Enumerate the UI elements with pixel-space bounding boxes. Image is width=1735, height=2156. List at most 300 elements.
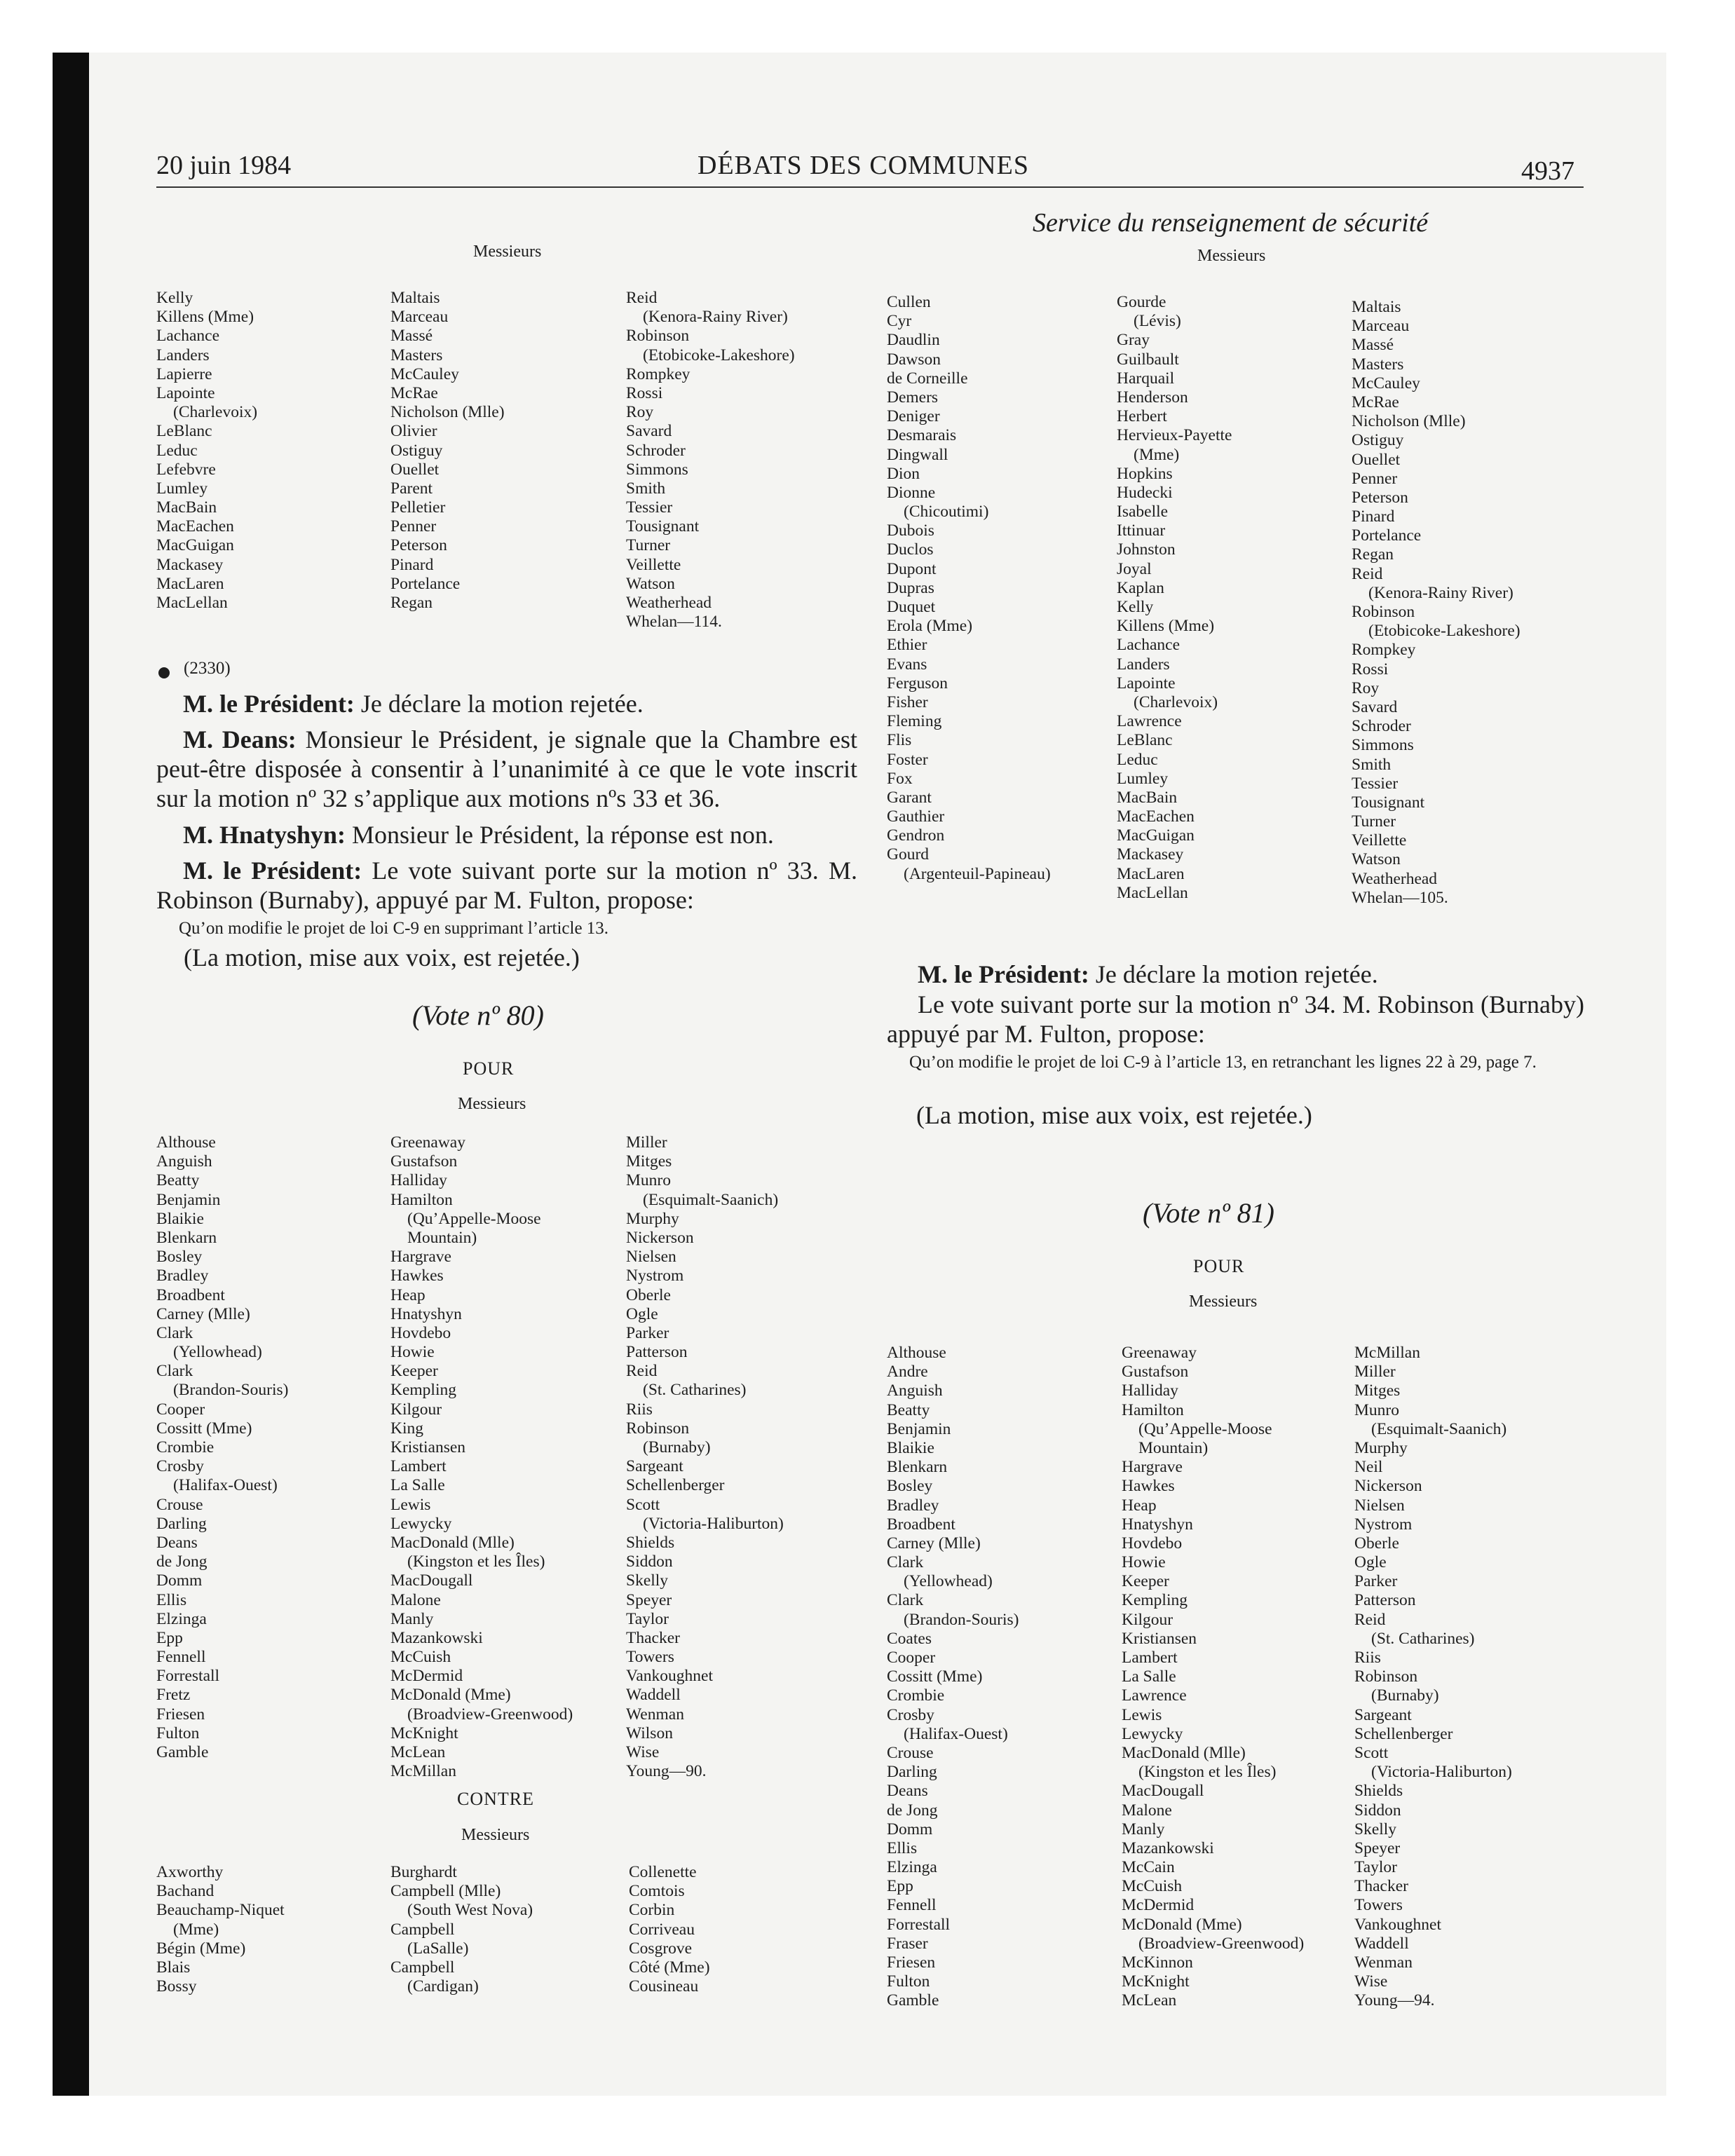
speaker-name: M. le Président:	[918, 960, 1089, 988]
member-name: Darling	[156, 1514, 207, 1533]
member-name: de Jong	[156, 1553, 207, 1571]
member-name: Deans	[156, 1533, 198, 1552]
left-top-names-col1	[156, 289, 257, 613]
member-name: McLean	[390, 1743, 446, 1761]
member-name: Towers	[626, 1648, 674, 1667]
member-name: Clark	[887, 1553, 924, 1572]
motion-text: Qu’on modifie le projet de loi C-9 en supprimant l’article 13.	[179, 919, 609, 938]
member-name: Blenkarn	[156, 1228, 217, 1247]
member-name: Corriveau	[629, 1920, 695, 1939]
speech-text: Je déclare la motion rejetée.	[1089, 960, 1378, 988]
member-name: de Corneille	[887, 369, 968, 388]
member-name: Friesen	[156, 1705, 205, 1724]
member-name: Keeper	[390, 1362, 438, 1381]
member-name: Mitges	[1354, 1381, 1401, 1400]
member-name: Killens (Mme)	[1117, 617, 1215, 636]
member-name: Taylor	[626, 1609, 669, 1628]
member-name: Turner	[1352, 812, 1396, 831]
member-name: Tessier	[626, 498, 673, 517]
member-name: Lapointe	[1117, 674, 1176, 692]
member-name: Deans	[887, 1782, 928, 1801]
riding-name: (Yellowhead)	[904, 1572, 993, 1591]
member-name: LeBlanc	[156, 422, 212, 441]
member-name: Cossitt (Mme)	[156, 1419, 252, 1438]
member-name: Ostiguy	[1352, 431, 1404, 450]
member-name: Hnatyshyn	[1122, 1515, 1193, 1534]
member-name: Neil	[1354, 1458, 1383, 1477]
member-name: Fleming	[887, 712, 942, 731]
member-name: Lawrence	[1117, 712, 1182, 731]
riding-name: (LaSalle)	[407, 1939, 469, 1958]
member-name: Waddell	[626, 1686, 681, 1705]
member-name: Garant	[887, 788, 932, 807]
member-name: Gustafson	[1122, 1363, 1189, 1381]
member-name: Roy	[1352, 678, 1380, 697]
member-name: Fox	[887, 769, 913, 788]
member-name: Beatty	[887, 1400, 930, 1419]
member-name: Maltais	[1352, 298, 1401, 316]
member-name: McCauley	[1352, 374, 1420, 393]
member-name: Clark	[887, 1591, 924, 1610]
member-name: Evans	[887, 655, 927, 674]
member-name: King	[390, 1419, 423, 1438]
member-name: Leduc	[156, 441, 198, 460]
member-name: Wilson	[626, 1724, 673, 1742]
member-name: Nickerson	[1354, 1477, 1422, 1496]
member-name: Tousignant	[1352, 793, 1425, 812]
member-name: MacEachen	[156, 517, 234, 536]
member-name: Savard	[626, 422, 672, 441]
member-name: Lumley	[1117, 769, 1169, 788]
member-name: Kilgour	[390, 1400, 442, 1419]
member-name: Nicholson (Mlle)	[390, 403, 505, 422]
member-name: Young—90.	[626, 1762, 707, 1781]
member-name: Penner	[1352, 469, 1398, 488]
timestamp: (2330)	[184, 659, 231, 678]
member-name: Portelance	[1352, 526, 1422, 545]
member-name: Kaplan	[1117, 578, 1164, 597]
member-name: Gourde	[1117, 293, 1166, 311]
member-name: Clark	[156, 1323, 193, 1342]
member-name: Ogle	[626, 1304, 658, 1323]
member-name: Ouellet	[1352, 450, 1401, 469]
member-name: McRae	[1352, 393, 1399, 411]
member-name: Dupras	[887, 578, 934, 597]
member-name: Manly	[390, 1609, 434, 1628]
member-name: Whelan—114.	[626, 613, 722, 632]
member-name: Keeper	[1122, 1572, 1169, 1591]
section-title: Service du renseignement de sécurité	[1033, 208, 1429, 238]
member-name: McKinnon	[1122, 1953, 1193, 1972]
member-name: Broadbent	[887, 1515, 955, 1534]
member-name: Gauthier	[887, 807, 945, 826]
member-name: Wise	[1354, 1972, 1388, 1991]
member-name: Turner	[626, 536, 671, 555]
member-name: Cosgrove	[629, 1939, 693, 1958]
member-name: Weatherhead	[1352, 869, 1438, 888]
member-name: Maltais	[390, 289, 440, 307]
member-name: Benjamin	[156, 1190, 221, 1209]
member-name: Gourd	[887, 845, 930, 864]
member-name: MacBain	[1117, 788, 1178, 807]
member-name: Schroder	[626, 441, 686, 460]
member-name: Mazankowski	[1122, 1838, 1214, 1857]
member-name: Landers	[156, 346, 210, 364]
pour-label: POUR	[1193, 1256, 1245, 1276]
member-name: Scott	[626, 1495, 660, 1514]
member-name: Tousignant	[626, 517, 700, 536]
member-name: Anguish	[156, 1152, 212, 1171]
member-name: Dingwall	[887, 445, 948, 464]
member-name: Speyer	[1354, 1838, 1401, 1857]
member-name: Carney (Mlle)	[156, 1304, 250, 1323]
member-name: Crouse	[887, 1743, 934, 1762]
member-name: Epp	[156, 1628, 183, 1647]
member-name: Rossi	[1352, 660, 1389, 678]
member-name: MacDonald (Mlle)	[1122, 1743, 1246, 1762]
riding-name: (Esquimalt-Saanich)	[1371, 1419, 1507, 1438]
member-name: Corbin	[629, 1901, 675, 1920]
member-name: Dawson	[887, 350, 941, 369]
member-name: Howie	[1122, 1553, 1166, 1572]
member-name: Taylor	[1354, 1858, 1397, 1877]
member-name: MacDougall	[390, 1571, 473, 1590]
member-name: Crosby	[887, 1705, 934, 1724]
member-name: Sargeant	[1354, 1705, 1412, 1724]
member-name: Duquet	[887, 598, 936, 616]
member-name: Darling	[887, 1763, 937, 1782]
member-name: Rompkey	[626, 364, 690, 383]
vote80-contre-col2	[390, 1863, 533, 1996]
member-name: Kristiansen	[390, 1438, 466, 1456]
contre-label: CONTRE	[457, 1789, 534, 1809]
member-name: Elzinga	[887, 1858, 937, 1877]
member-name: Bradley	[887, 1496, 939, 1515]
member-name: Siddon	[626, 1553, 673, 1571]
member-name: Kempling	[390, 1381, 456, 1400]
member-name: Blaikie	[156, 1209, 204, 1228]
member-name: La Salle	[1122, 1667, 1176, 1686]
riding-name: (Charlevoix)	[1134, 692, 1218, 711]
member-name: LeBlanc	[1117, 731, 1173, 750]
contre-group-label: Messieurs	[461, 1826, 530, 1844]
member-name: Bégin (Mme)	[156, 1939, 246, 1958]
member-name: Althouse	[156, 1133, 216, 1152]
vote-heading: (Vote nº 80)	[412, 999, 544, 1031]
member-name: Dionne	[887, 483, 936, 502]
riding-name: (Victoria-Haliburton)	[1371, 1763, 1512, 1782]
left-top-names-col2	[390, 289, 505, 613]
member-name: Watson	[1352, 850, 1401, 869]
member-name: Mitges	[626, 1152, 672, 1171]
member-name: Weatherhead	[626, 594, 712, 612]
member-name: Malone	[1122, 1801, 1172, 1820]
vote80-contre-col1	[156, 1863, 285, 1996]
member-name: Sargeant	[626, 1457, 683, 1476]
member-name: Dion	[887, 464, 920, 483]
member-name: Crosby	[156, 1457, 204, 1476]
member-name: Gustafson	[390, 1152, 458, 1171]
member-name: Bossy	[156, 1977, 197, 1996]
right-top-group-label: Messieurs	[1197, 247, 1266, 265]
header-date: 20 juin 1984	[156, 151, 292, 180]
member-name: Parker	[626, 1323, 669, 1342]
member-name: Shields	[626, 1533, 675, 1552]
vote81-pour-col2	[1122, 1344, 1304, 2011]
member-name: McCuish	[1122, 1877, 1183, 1896]
member-name: Mackasey	[1117, 845, 1184, 864]
member-name: Penner	[390, 517, 437, 536]
riding-name: (Charlevoix)	[173, 403, 258, 422]
member-name: Hervieux-Payette	[1117, 426, 1232, 445]
member-name: Blais	[156, 1958, 191, 1977]
member-name: Tessier	[1352, 774, 1399, 793]
member-name: Parker	[1354, 1572, 1398, 1591]
speech-paragraph	[156, 856, 857, 915]
member-name: Campbell (Mlle)	[390, 1882, 501, 1901]
member-name: Dubois	[887, 521, 934, 540]
member-name: MacBain	[156, 498, 217, 517]
member-name: Lumley	[156, 479, 208, 498]
member-name: Campbell	[390, 1958, 455, 1977]
member-name: Bachand	[156, 1882, 215, 1901]
member-name: Smith	[626, 479, 666, 498]
member-name: Regan	[1352, 545, 1394, 564]
member-name: Ittinuar	[1117, 521, 1166, 540]
member-name: McMillan	[390, 1762, 456, 1781]
member-name: Cyr	[887, 312, 912, 331]
member-name: McCauley	[390, 364, 459, 383]
member-name: McCain	[1122, 1858, 1175, 1877]
member-name: Hovdebo	[1122, 1534, 1183, 1553]
speech-paragraph	[156, 820, 857, 850]
member-name: Nielsen	[1354, 1496, 1405, 1515]
member-name: Miller	[1354, 1363, 1396, 1381]
member-name: Bosley	[887, 1477, 933, 1496]
member-name: Munro	[626, 1171, 671, 1190]
member-name: Herbert	[1117, 407, 1167, 426]
member-name: Fulton	[887, 1972, 930, 1991]
member-name: Massé	[390, 327, 433, 346]
member-name: Crombie	[887, 1686, 945, 1705]
member-name: McKnight	[390, 1724, 458, 1742]
riding-name: (Argenteuil-Papineau)	[904, 864, 1051, 883]
member-name: Epp	[887, 1877, 913, 1896]
member-name: Fulton	[156, 1724, 200, 1742]
right-top-names-col3	[1352, 298, 1520, 908]
member-name: Elzinga	[156, 1609, 207, 1628]
member-name: Burghardt	[390, 1863, 457, 1881]
member-name: McDonald (Mme)	[1122, 1915, 1242, 1934]
member-name: de Jong	[887, 1801, 938, 1820]
member-name: Greenaway	[1122, 1344, 1197, 1362]
member-name: Reid	[626, 289, 658, 307]
member-name: Lewis	[1122, 1705, 1162, 1724]
member-name: Duclos	[887, 540, 934, 559]
member-name: Scott	[1354, 1743, 1389, 1762]
member-name: Cossitt (Mme)	[887, 1667, 983, 1686]
member-name: Nielsen	[626, 1248, 676, 1267]
member-name: Dupont	[887, 559, 937, 578]
member-name: Hargrave	[1122, 1458, 1183, 1477]
member-name: Kelly	[1117, 598, 1154, 616]
member-name: Ostiguy	[390, 441, 443, 460]
member-name: Oberle	[1354, 1534, 1399, 1553]
vote80-contre-col3	[629, 1863, 710, 1996]
member-name: McDonald (Mme)	[390, 1686, 511, 1705]
member-name: Gendron	[887, 826, 945, 845]
member-name: Murphy	[626, 1209, 679, 1228]
riding-name: (St. Catharines)	[643, 1381, 747, 1400]
member-name: Beatty	[156, 1171, 200, 1190]
member-name: Young—94.	[1354, 1991, 1435, 2010]
member-name: Lefebvre	[156, 460, 216, 479]
riding-name: (Mme)	[173, 1920, 219, 1939]
member-name: Joyal	[1117, 559, 1152, 578]
speech-text: Je déclare la motion rejetée.	[354, 690, 644, 718]
member-name: Robinson	[1352, 603, 1415, 621]
member-name: Shields	[1354, 1782, 1403, 1801]
member-name: Lapointe	[156, 383, 215, 402]
riding-name: (Kingston et les Îles)	[407, 1553, 545, 1571]
member-name: Lapierre	[156, 364, 212, 383]
member-name: Blaikie	[887, 1438, 934, 1457]
member-name: Ethier	[887, 636, 927, 655]
speaker-name: M. le Président:	[183, 690, 355, 718]
riding-name: (South West Nova)	[407, 1901, 533, 1920]
riding-name: (Etobicoke-Lakeshore)	[643, 346, 795, 364]
member-name: Rompkey	[1352, 641, 1416, 660]
member-name: McCuish	[390, 1648, 451, 1667]
riding-name: (Halifax-Ouest)	[173, 1476, 278, 1495]
member-name: Miller	[626, 1133, 667, 1152]
member-name: Halliday	[1122, 1381, 1178, 1400]
member-name: Lachance	[156, 327, 220, 346]
member-name: Hopkins	[1117, 464, 1173, 483]
member-name: Skelly	[1354, 1820, 1397, 1838]
member-name: Waddell	[1354, 1934, 1409, 1953]
member-name: Roy	[626, 403, 654, 422]
member-name: MacGuigan	[156, 536, 234, 555]
member-name: Desmarais	[887, 426, 957, 445]
member-name: Crombie	[156, 1438, 215, 1456]
member-name: Cousineau	[629, 1977, 699, 1996]
header-rule	[156, 186, 1584, 188]
member-name: Daudlin	[887, 331, 940, 350]
member-name: Reid	[1354, 1610, 1386, 1629]
member-name: Blenkarn	[887, 1458, 948, 1477]
member-name: Cullen	[887, 293, 931, 311]
speaker-name: M. Hnatyshyn:	[183, 821, 346, 849]
riding-name: (Brandon-Souris)	[904, 1610, 1019, 1629]
vote80-pour-col3	[626, 1133, 784, 1781]
member-name: Reid	[626, 1362, 658, 1381]
member-name: Nystrom	[1354, 1515, 1413, 1534]
member-name: Johnston	[1117, 540, 1176, 559]
member-name: Veillette	[626, 555, 681, 574]
member-name: Murphy	[1354, 1438, 1408, 1457]
member-name: Domm	[887, 1820, 933, 1838]
member-name: Heap	[1122, 1496, 1157, 1515]
member-name: Munro	[1354, 1400, 1399, 1419]
member-name: Erola (Mme)	[887, 617, 973, 636]
member-name: Lawrence	[1122, 1686, 1187, 1705]
member-name: Lambert	[1122, 1649, 1178, 1667]
header-page-number: 4937	[1521, 156, 1574, 186]
member-name: Pinard	[1352, 507, 1395, 526]
member-name: Gamble	[887, 1991, 939, 2010]
motion-text: Qu’on modifie le projet de loi C-9 à l’article 13, en retranchant les lignes 22 à 29, page 7.	[909, 1053, 1537, 1072]
speech-paragraph: Le vote suivant porte sur la motion nº 34. M. Robinson (Burnaby) appuyé par M. Fulton, propose:	[887, 990, 1584, 1048]
member-name: Schellenberger	[1354, 1724, 1453, 1743]
member-name: MacDougall	[1122, 1782, 1204, 1801]
member-name: MacDonald (Mlle)	[390, 1533, 515, 1552]
member-name: Pelletier	[390, 498, 446, 517]
member-name: Oberle	[626, 1285, 671, 1304]
riding-name: (Kingston et les Îles)	[1138, 1763, 1277, 1782]
member-name: Simmons	[626, 460, 688, 479]
member-name: Bradley	[156, 1267, 209, 1285]
member-name: Parent	[390, 479, 433, 498]
member-name: Cooper	[887, 1649, 936, 1667]
left-top-names-col3	[626, 289, 795, 632]
left-top-group-label: Messieurs	[473, 243, 542, 261]
member-name: Lachance	[1117, 636, 1181, 655]
member-name: Massé	[1352, 336, 1394, 355]
member-name: Schroder	[1352, 717, 1411, 736]
member-name: Forrestall	[887, 1915, 951, 1934]
member-name: Smith	[1352, 755, 1392, 774]
member-name: Towers	[1354, 1896, 1403, 1915]
member-name: Hawkes	[1122, 1477, 1175, 1496]
member-name: Gray	[1117, 331, 1150, 350]
member-name: Peterson	[390, 536, 447, 555]
member-name: McLean	[1122, 1991, 1177, 2010]
member-name: Riis	[626, 1400, 653, 1419]
member-name: Clark	[156, 1362, 193, 1381]
member-name: Nystrom	[626, 1267, 684, 1285]
member-name: Axworthy	[156, 1863, 224, 1881]
motion-result: (La motion, mise aux voix, est rejetée.)	[184, 943, 580, 971]
member-name: MacLaren	[1117, 864, 1185, 883]
member-name: Thacker	[1354, 1877, 1408, 1896]
member-name: Mazankowski	[390, 1628, 483, 1647]
member-name: Greenaway	[390, 1133, 465, 1152]
member-name: Hudecki	[1117, 483, 1173, 502]
member-name: Portelance	[390, 574, 461, 593]
member-name: Speyer	[626, 1590, 672, 1609]
member-name: Foster	[887, 750, 928, 769]
member-name: Forrestall	[156, 1667, 220, 1686]
riding-name: (Kenora-Rainy River)	[1368, 583, 1513, 602]
vote81-pour-col1	[887, 1344, 1019, 2011]
member-name: Isabelle	[1117, 503, 1169, 521]
member-name: Pinard	[390, 555, 434, 574]
member-name: Kempling	[1122, 1591, 1188, 1610]
right-top-names-col1	[887, 293, 1051, 884]
member-name: Skelly	[626, 1571, 669, 1590]
member-name: Watson	[626, 574, 675, 593]
member-name: Malone	[390, 1590, 441, 1609]
member-name: Marceau	[390, 308, 449, 327]
member-name: Beauchamp-Niquet	[156, 1901, 285, 1920]
member-name: Simmons	[1352, 736, 1414, 755]
riding-name: Mountain)	[1138, 1438, 1209, 1457]
member-name: Flis	[887, 731, 912, 750]
member-name: Robinson	[626, 327, 690, 346]
member-name: Fraser	[887, 1934, 928, 1953]
riding-name: (Lévis)	[1134, 312, 1181, 331]
